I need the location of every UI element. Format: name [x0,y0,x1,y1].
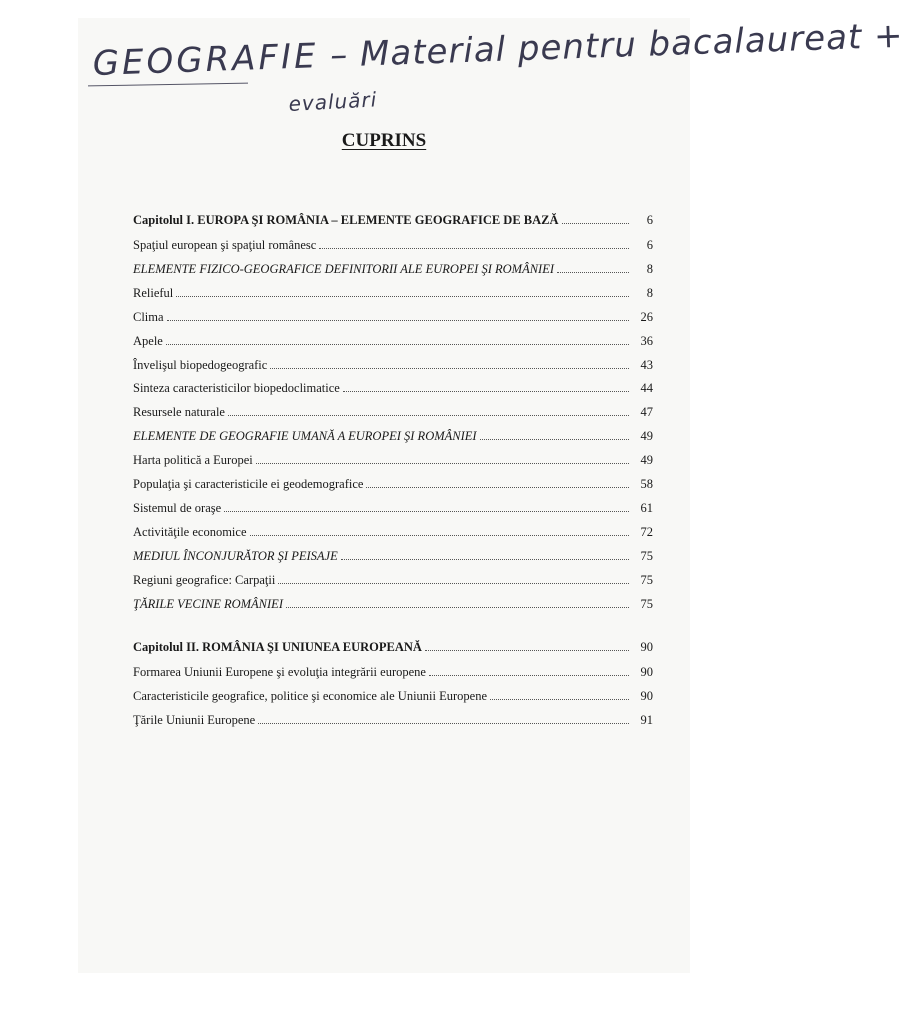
toc-page-number: 75 [640,548,653,563]
toc-leader-dots [224,510,629,512]
toc-entry [133,498,653,516]
toc-page-number: 75 [640,572,653,587]
toc-leader-dots [366,486,629,488]
toc-chapter-heading [133,637,653,655]
toc-entry-label: ELEMENTE FIZICO-GEOGRAFICE DEFINITORII ALE EUROPEI ŞI ROMÂNIEI [133,261,554,276]
toc-leader-dots [341,558,629,560]
toc-section-heading [133,546,653,564]
toc-leader-dots [167,319,629,321]
toc-entry-label: Apele [133,333,163,348]
toc-page-number: 36 [640,333,653,348]
toc-leader-dots [250,534,630,536]
toc-leader-dots [166,343,629,345]
toc-section-heading [133,426,653,444]
toc-entry [133,402,653,420]
toc-page-number: 72 [640,524,653,539]
toc-leader-dots [270,367,629,369]
toc-page-number: 8 [646,285,653,300]
toc-page-number: 43 [640,357,653,372]
toc-page-number: 6 [646,238,653,252]
toc-leader-dots [429,674,629,676]
toc-section-heading [133,594,653,612]
toc-entry-label: Clima [133,309,164,324]
handwritten-line-1: – Material pentru bacalaureat + [329,15,904,76]
toc-entry [133,570,653,588]
toc-entry [133,355,653,373]
toc-entry-label: MEDIUL ÎNCONJURĂTOR ŞI PEISAJE [133,548,338,563]
toc-entry [133,378,653,396]
toc-entry-label: ŢĂRILE VECINE ROMÂNIEI [133,596,283,611]
toc-page-number: 49 [640,453,653,468]
toc-entry [133,474,653,492]
toc-entry-label: Spaţiul european şi spaţiul românesc [133,238,317,252]
toc-page-number: 6 [646,213,653,227]
toc-leader-dots [425,649,629,651]
toc-entry-label: Caracteristicile geografice, politice şi economice ale Uniunii Europene [133,689,488,703]
toc-entry-label: Învelişul biopedogeografic [133,357,268,372]
toc-entry [133,307,653,325]
page-title [0,130,768,152]
toc-entry-label: ELEMENTE DE GEOGRAFIE UMANĂ A EUROPEI ŞI ROMÂNIEI [133,429,477,444]
toc-page-number: 90 [640,640,653,654]
document-page [78,18,690,973]
toc-entry-label: Capitolul II. ROMÂNIA ŞI UNIUNEA EUROPEANĂ [133,640,422,654]
toc-chapter-heading [133,210,653,228]
toc-page-number: 61 [640,500,653,515]
toc-entry [133,331,653,349]
handwritten-line-2: evaluări [288,87,378,116]
toc-entry [133,686,653,704]
toc-entry [133,235,653,253]
toc-page-number: 47 [640,405,653,420]
toc-entry-label: Regiuni geografice: Carpaţii [133,572,276,587]
toc-leader-dots [480,438,629,440]
toc-leader-dots [490,698,629,700]
toc-page-number: 49 [640,429,653,444]
toc-leader-dots [278,582,629,584]
toc-page-number: 75 [640,596,653,611]
toc-leader-dots [562,222,629,224]
toc-entry-label: Harta politică a Europei [133,453,253,468]
toc-leader-dots [228,414,629,416]
toc-leader-dots [258,722,629,724]
toc-entry-label: Ţările Uniunii Europene [133,713,256,727]
toc-entry-label: Populaţia şi caracteristicile ei geodemografice [133,477,364,491]
toc-entry [133,522,653,540]
toc-leader-dots [319,247,629,249]
toc-leader-dots [557,271,629,273]
toc-entry-label: Relieful [133,285,174,300]
toc-section-heading [133,259,653,277]
toc-page-number: 44 [640,381,653,396]
toc-page-number: 91 [640,713,653,727]
page-title-text: CUPRINS [341,130,427,151]
toc-leader-dots [176,295,629,297]
toc-leader-dots [256,462,629,464]
toc-entry-label: Resursele naturale [133,405,225,420]
toc-entry [133,662,653,680]
toc-entry [133,450,653,468]
toc-page-number: 8 [646,261,653,276]
toc-entry-label: Sinteza caracteristicilor biopedoclimatice [133,381,340,396]
toc-entry-label: Formarea Uniunii Europene şi evoluţia integrării europene [133,665,426,679]
handwritten-subject: GEOGRAFIE [92,36,320,84]
toc-leader-dots [286,606,629,608]
toc-entry-label: Activităţile economice [133,524,247,539]
toc-entry-label: Sistemul de oraşe [133,500,222,515]
toc-page-number: 90 [640,689,653,703]
toc-page-number: 26 [640,309,653,324]
toc-entry [133,710,653,728]
toc-page-number: 90 [640,665,653,679]
toc-entry-label: Capitolul I. EUROPA ŞI ROMÂNIA – ELEMENTE GEOGRAFICE DE BAZĂ [133,213,559,227]
toc-leader-dots [343,390,629,392]
toc-page-number: 58 [640,477,653,491]
toc-entry [133,283,653,301]
